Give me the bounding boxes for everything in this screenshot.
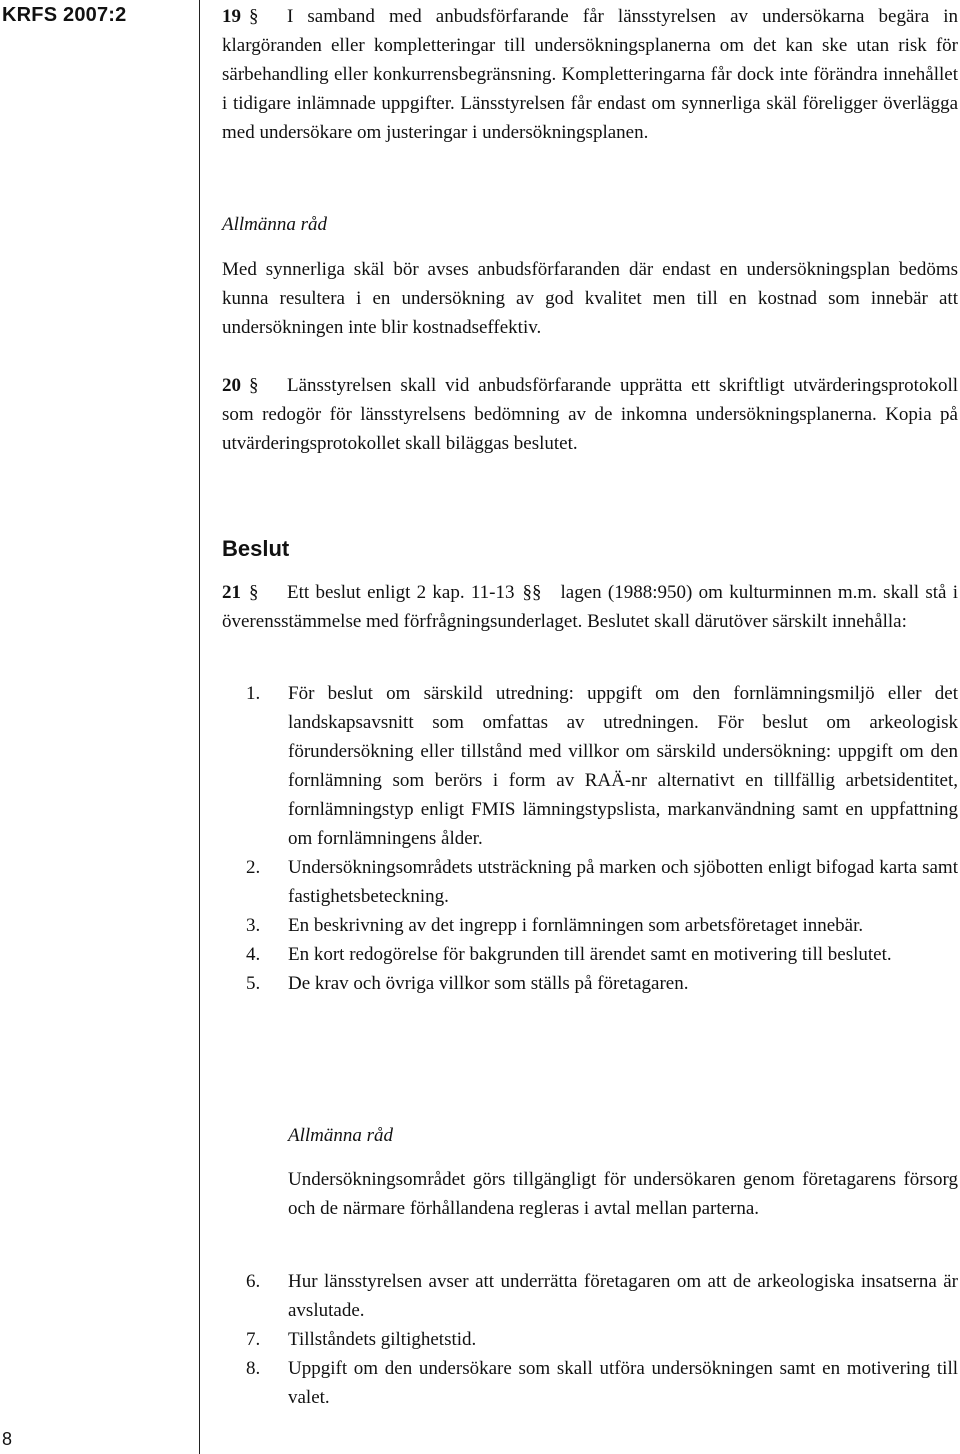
paragraph-text-a: Ett beslut enligt 2 kap. 11-13 — [287, 582, 515, 603]
left-margin — [0, 0, 200, 1454]
list-item: 3. En beskrivning av det ingrepp i fornlämningen som arbetsföretaget innebär. — [246, 915, 864, 936]
page-number: 8 — [2, 1429, 13, 1449]
decision-content-list-b — [246, 1267, 958, 1412]
list-item: 7. Tillståndets giltighetstid. — [246, 1329, 477, 1350]
decision-content-list-a — [246, 679, 958, 998]
section-sign: § — [249, 375, 259, 396]
list-item: 5. De krav och övriga villkor som ställs på företagaren. — [246, 973, 689, 994]
general-advice-2-text-block — [288, 1165, 958, 1223]
general-advice-1-text-block — [222, 255, 958, 342]
paragraph-19 — [222, 2, 958, 147]
list-item: 1. För beslut om särskild utredning: uppgift om den fornlämningsmiljö eller det landskapsavsnitt som omfattas av utredningen. För beslut om arkeologisk förundersökning eller tillstånd med villkor om särskild undersökning: uppgift om den fornlämning som berörs i form av RAÄ-nr alternativt en tillfällig arbetsidentitet, fornlämningstyp enligt FMIS lämningstypslista, markanvändning samt en uppfattning om fornlämningens ålder. — [246, 683, 958, 849]
list-item: 2. Undersökningsområdets utsträckning på marken och sjöbotten enligt bifogad karta samt fastighetsbeteckning. — [246, 857, 958, 907]
list-item: 4. En kort redogörelse för bakgrunden till ärendet samt en motivering till beslutet. — [246, 944, 892, 965]
list-item: 8. Uppgift om den undersökare som skall utföra undersökningen samt en motivering till valet. — [246, 1358, 958, 1408]
paragraph-text: I samband med anbudsförfarande får länsstyrelsen av undersökarna begära in klargöranden eller kompletteringar till undersökningsplanerna om det kan ske utan risk för särbehandling eller konkurrensbegränsning. Kompletteringarna får dock inte förändra innehållet i tidigare inlämnade uppgifter. Länsstyrelsen får endast om synnerliga skäl föreligger överlägga med undersökare om justeringar i undersökningsplanen. — [222, 6, 958, 143]
paragraph-text-b: lagen (1988:950) om kulturminnen m.m. skall stå i överensstämmelse med förfrågningsunderlaget. Beslutet skall därutöver särskilt innehålla: — [222, 582, 959, 632]
section-number: 19 — [222, 6, 241, 27]
section-sign: § — [249, 582, 259, 603]
paragraph-20 — [222, 371, 958, 458]
advice-text: Undersökningsområdet görs tillgängligt för undersökaren genom företagarens försorg och de närmare förhållandena regleras i avtal mellan parterna. — [288, 1169, 958, 1219]
advice-label: Allmänna råd — [222, 214, 328, 235]
section-number: 20 — [222, 375, 241, 396]
list-item: 6. Hur länsstyrelsen avser att underrätta företagaren om att de arkeologiska insatserna är avslutade. — [246, 1271, 958, 1321]
general-advice-2 — [288, 1121, 958, 1150]
general-advice-1 — [222, 210, 958, 239]
section-heading: Beslut — [222, 536, 290, 561]
section-number: 21 — [222, 582, 241, 603]
paragraph-text: Länsstyrelsen skall vid anbudsförfarande upprätta ett skriftligt utvärderingsprotokoll som redogör för länsstyrelsens bedömning av de inkomna undersökningsplanerna. Kopia på utvärderingsprotokollet skall biläggas beslutet. — [222, 375, 958, 454]
section-sign: § — [249, 6, 259, 27]
paragraph-21 — [222, 578, 958, 636]
document-series: KRFS 2007:2 — [2, 4, 127, 26]
advice-text: Med synnerliga skäl bör avses anbudsförfaranden där endast en undersökningsplan bedöms kunna resultera i en undersökning av god kvalitet men till en kostnad som innebär att undersökningen inte blir kostnadseffektiv. — [222, 259, 958, 338]
double-section-sign: §§ — [522, 582, 542, 603]
advice-label: Allmänna råd — [288, 1125, 394, 1146]
